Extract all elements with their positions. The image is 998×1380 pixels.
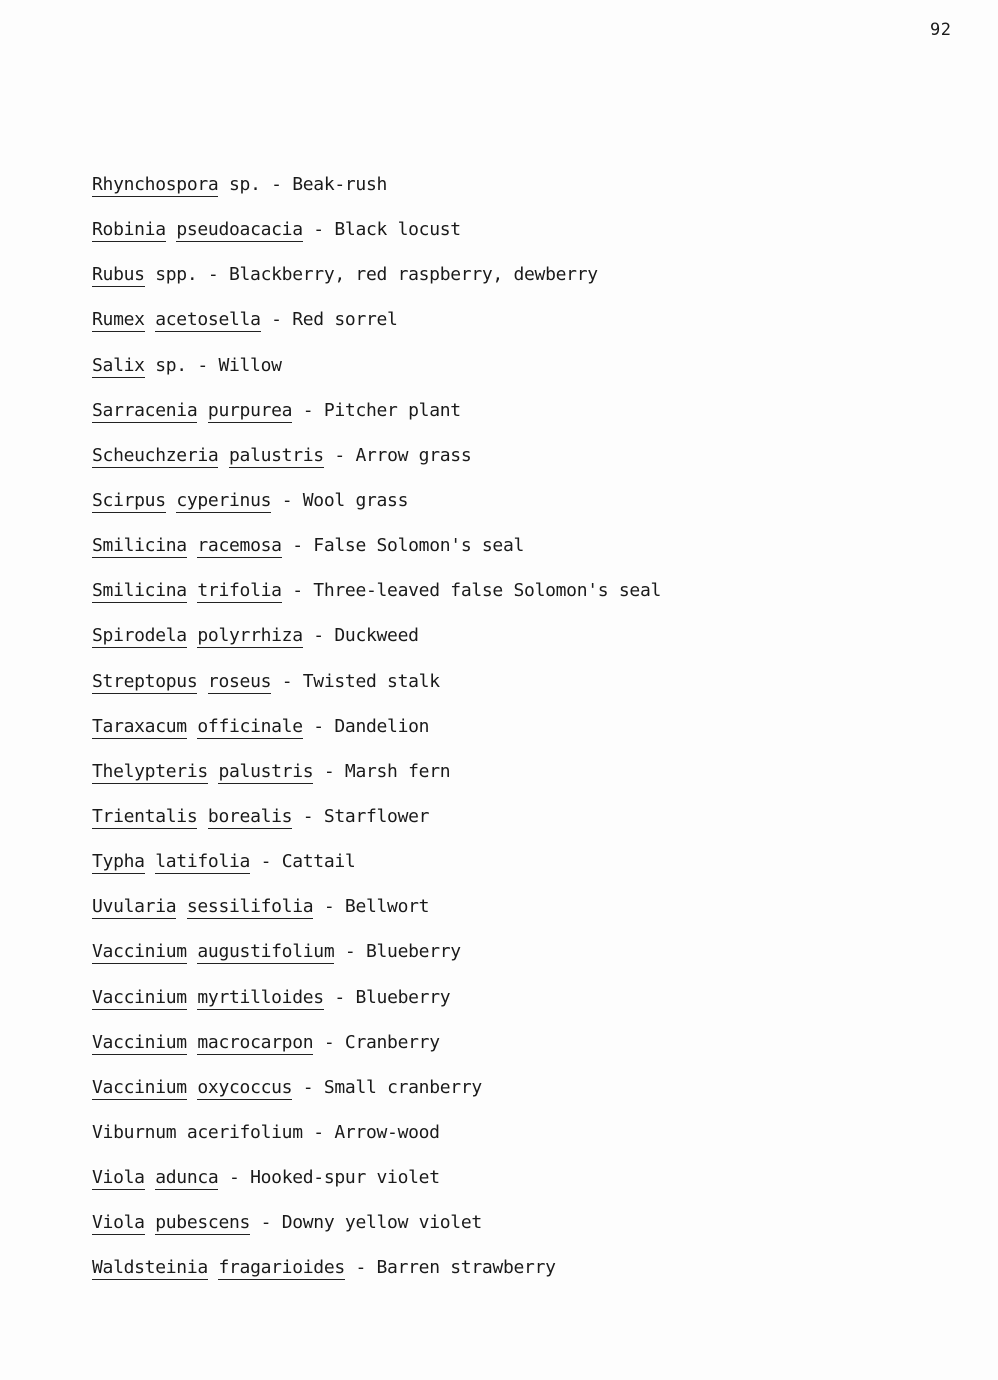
species-entry xyxy=(92,937,661,982)
species-entry xyxy=(92,531,661,576)
genus-name: Thelypteris xyxy=(92,760,208,782)
common-name: - False Solomon's seal xyxy=(281,535,525,557)
species-epithet: purpurea xyxy=(207,399,293,421)
genus-name: Smilicina xyxy=(92,580,187,602)
genus-name: Vaccinium xyxy=(92,941,187,963)
common-name: - Red sorrel xyxy=(260,309,398,331)
genus-name: Vaccinium xyxy=(92,1076,187,1098)
species-epithet: roseus xyxy=(207,670,272,692)
species-list xyxy=(92,170,661,1299)
species-entry xyxy=(92,621,661,666)
common-name: - Duckweed xyxy=(302,625,419,647)
species-entry xyxy=(92,486,661,531)
genus-name: Viola xyxy=(92,1212,145,1234)
genus-name: Vaccinium xyxy=(92,1031,187,1053)
species-entry xyxy=(92,1253,661,1298)
genus-name: Typha xyxy=(92,851,145,873)
species-epithet: fragarioides xyxy=(218,1257,345,1279)
species-epithet: augustifolium xyxy=(197,941,335,963)
common-name: - Starflower xyxy=(292,805,430,827)
genus-name: Viola xyxy=(92,1167,145,1189)
species-entry xyxy=(92,441,661,486)
species-entry xyxy=(92,892,661,937)
common-name: - Bellwort xyxy=(313,896,430,918)
genus-name: Streptopus xyxy=(92,670,198,692)
species-epithet: polyrrhiza xyxy=(197,625,303,647)
common-name: - Twisted stalk xyxy=(271,670,440,692)
common-name: - Dandelion xyxy=(302,715,430,737)
species-entry-text: Viburnum acerifolium - Arrow-wood xyxy=(92,1121,440,1143)
species-entry xyxy=(92,1208,661,1253)
species-epithet: pseudoacacia xyxy=(176,219,303,241)
genus-name: Rumex xyxy=(92,309,145,331)
genus-name: Scheuchzeria xyxy=(92,444,219,466)
species-epithet: oxycoccus xyxy=(197,1076,293,1098)
species-entry xyxy=(92,757,661,802)
common-name: - Three-leaved false Solomon's seal xyxy=(281,580,662,602)
species-entry xyxy=(92,1073,661,1118)
species-entry xyxy=(92,1163,661,1208)
common-name: - Small cranberry xyxy=(292,1076,482,1098)
genus-name: Vaccinium xyxy=(92,986,187,1008)
species-epithet: latifolia xyxy=(155,851,251,873)
genus-name: Scirpus xyxy=(92,489,166,511)
species-epithet: racemosa xyxy=(197,535,282,557)
genus-name: Smilicina xyxy=(92,535,187,557)
species-entry xyxy=(92,305,661,350)
common-name: spp. - Blackberry, red raspberry, dewberry xyxy=(144,264,598,286)
common-name: - Black locust xyxy=(302,219,461,241)
genus-name: Salix xyxy=(92,354,145,376)
common-name: - Arrow grass xyxy=(323,444,472,466)
genus-name: Rhynchospora xyxy=(92,174,219,195)
species-epithet: officinale xyxy=(197,715,303,737)
species-entry xyxy=(92,351,661,396)
genus-name: Waldsteinia xyxy=(92,1257,208,1279)
species-epithet: palustris xyxy=(218,760,314,782)
genus-name: Taraxacum xyxy=(92,715,187,737)
genus-name: Uvularia xyxy=(92,896,177,918)
species-entry xyxy=(92,576,661,621)
species-entry xyxy=(92,1028,661,1073)
genus-name: Rubus xyxy=(92,264,145,286)
species-epithet: myrtilloides xyxy=(197,986,324,1008)
common-name: - Wool grass xyxy=(271,489,409,511)
species-epithet: cyperinus xyxy=(176,489,272,511)
species-epithet: acetosella xyxy=(155,309,261,331)
species-entry xyxy=(92,667,661,712)
species-epithet: trifolia xyxy=(197,580,282,602)
species-epithet: macrocarpon xyxy=(197,1031,314,1053)
common-name: sp. - Beak-rush xyxy=(218,174,388,195)
genus-name: Trientalis xyxy=(92,805,198,827)
genus-name: Spirodela xyxy=(92,625,187,647)
species-epithet: sessilifolia xyxy=(186,896,314,918)
common-name: - Barren strawberry xyxy=(344,1257,556,1279)
species-entry xyxy=(92,1118,661,1163)
common-name: - Pitcher plant xyxy=(292,399,461,421)
common-name: - Cattail xyxy=(250,851,356,873)
species-entry xyxy=(92,847,661,892)
species-entry xyxy=(92,215,661,260)
species-entry xyxy=(92,802,661,847)
genus-name: Sarracenia xyxy=(92,399,198,421)
species-epithet: borealis xyxy=(207,805,293,827)
species-entry xyxy=(92,983,661,1028)
common-name: - Blueberry xyxy=(323,986,451,1008)
common-name: - Marsh fern xyxy=(313,760,451,782)
species-epithet: adunca xyxy=(155,1167,219,1189)
species-epithet: pubescens xyxy=(155,1212,251,1234)
common-name: - Downy yellow violet xyxy=(250,1212,482,1234)
species-entry xyxy=(92,170,661,215)
species-entry xyxy=(92,396,661,441)
species-entry xyxy=(92,260,661,305)
species-entry xyxy=(92,712,661,757)
species-epithet: palustris xyxy=(229,444,324,466)
common-name: - Hooked-spur violet xyxy=(218,1167,440,1189)
common-name: - Cranberry xyxy=(313,1031,440,1053)
page-number: 92 xyxy=(930,20,952,40)
common-name: - Blueberry xyxy=(334,941,461,963)
genus-name: Robinia xyxy=(92,219,166,241)
common-name: sp. - Willow xyxy=(144,354,282,376)
